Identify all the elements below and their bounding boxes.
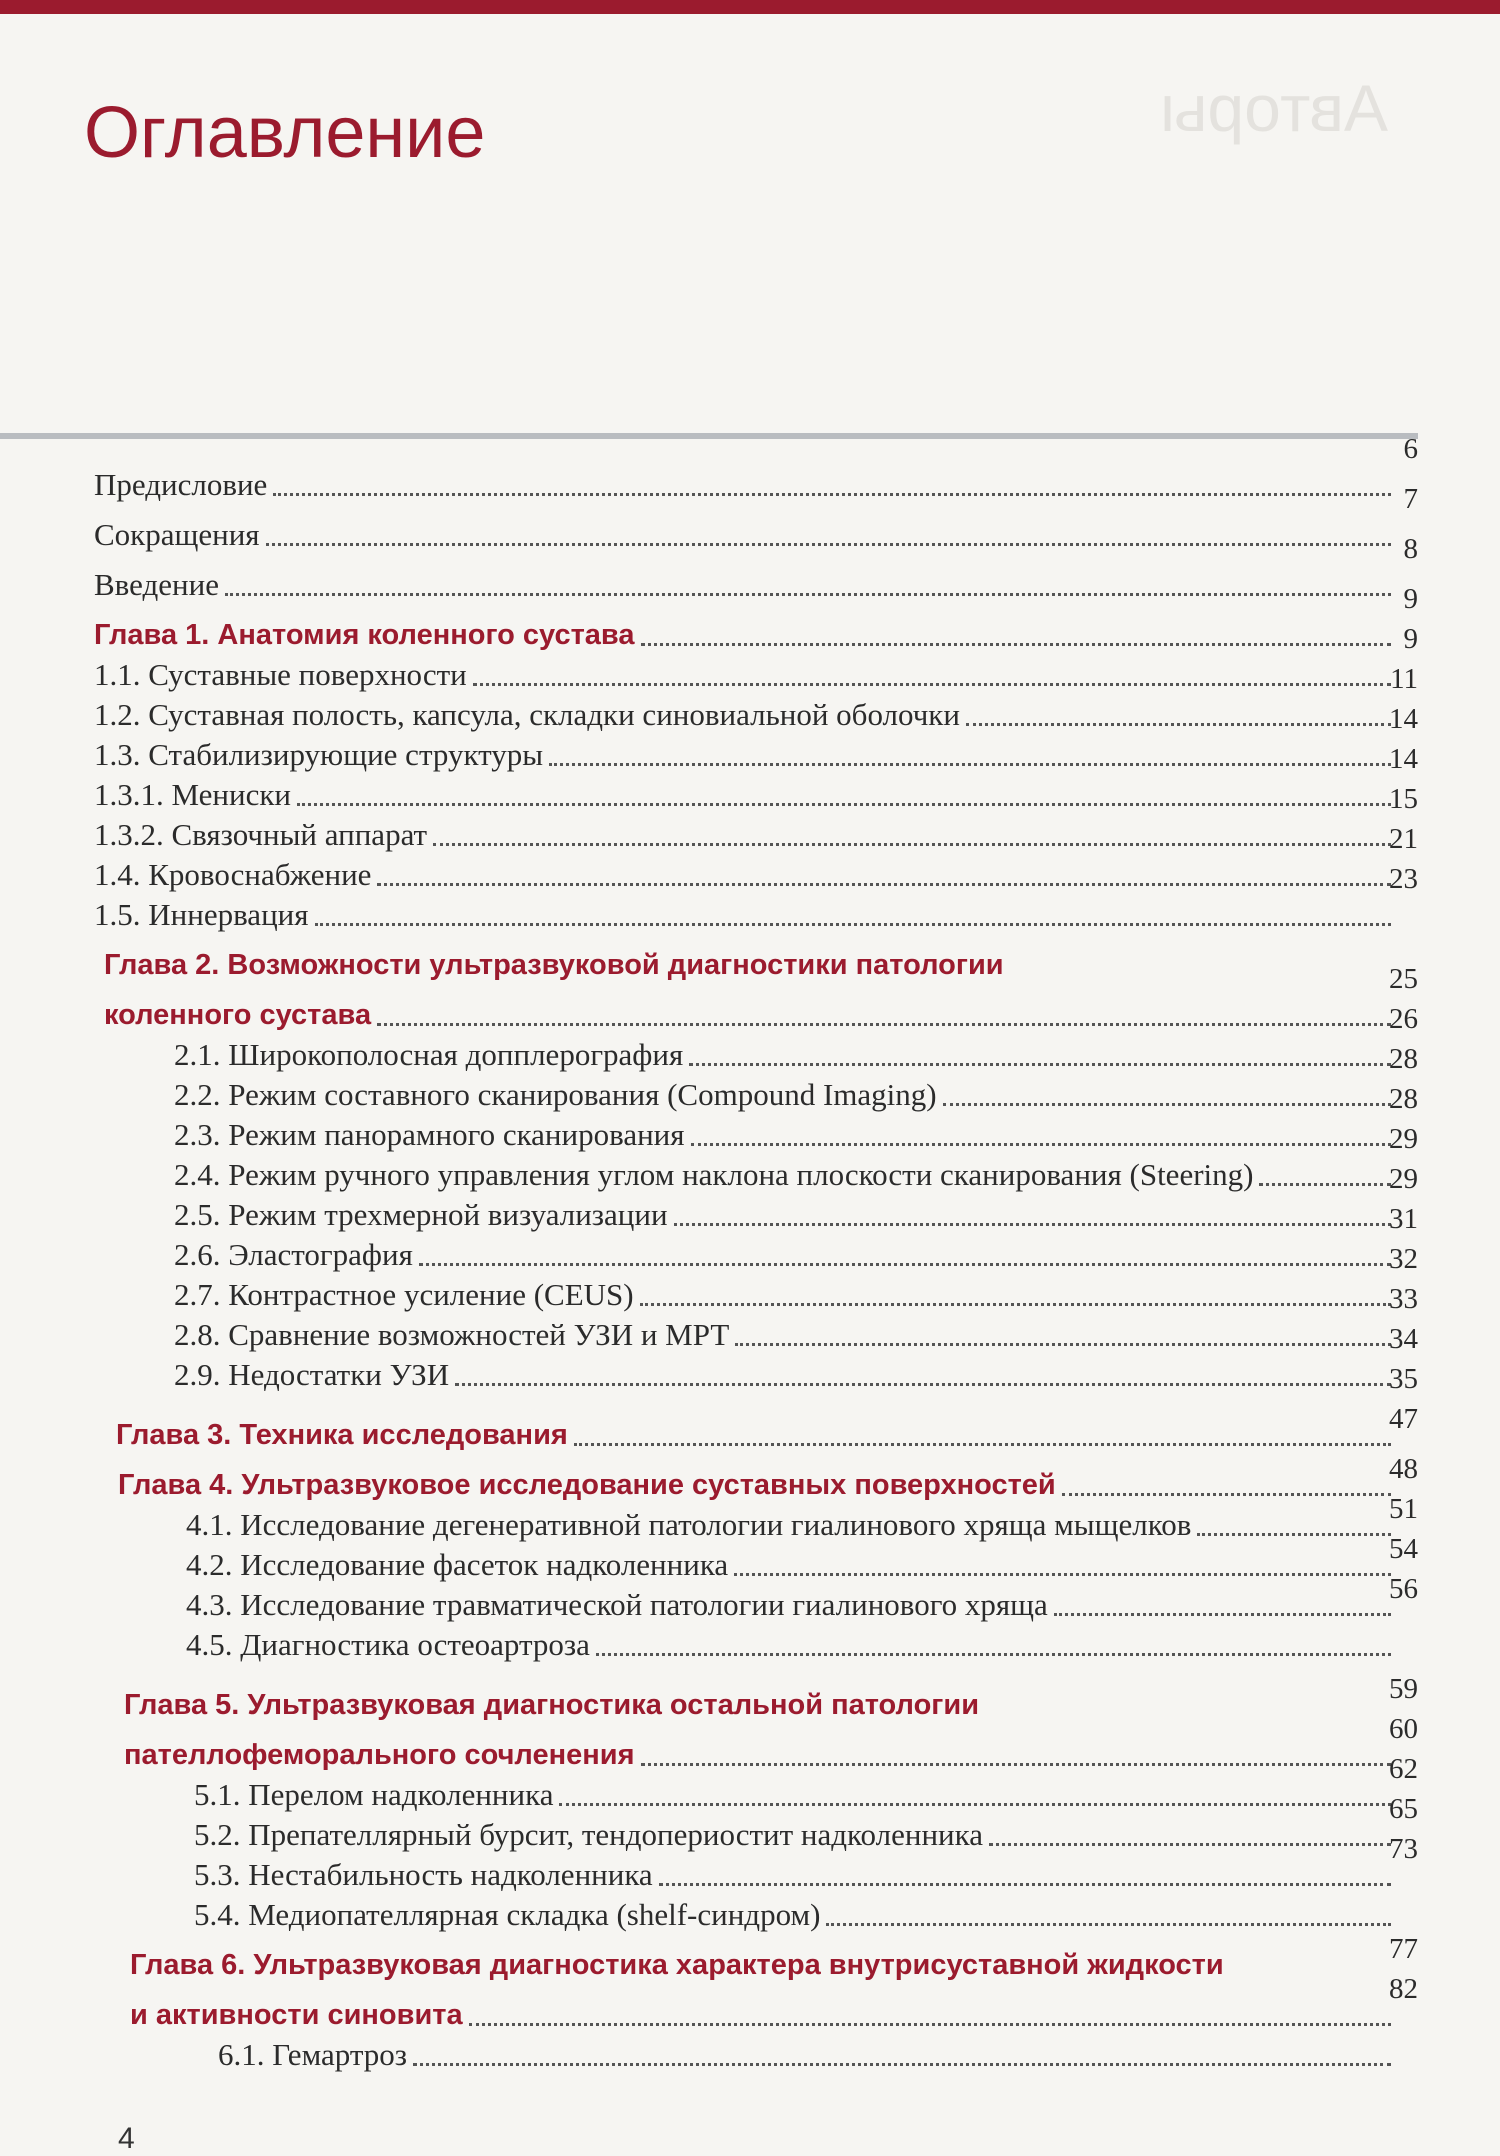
- toc-entry-title: 2.4. Режим ручного управления углом наклона плоскости сканирования (Steering): [174, 1157, 1254, 1192]
- toc-page-number: 21: [1389, 823, 1418, 855]
- toc-entry[interactable]: [94, 516, 1395, 554]
- page-number: 4: [118, 2122, 135, 2155]
- toc-entry[interactable]: [94, 656, 1395, 694]
- toc-entry-title: 2.1. Широкополосная допплерография: [174, 1037, 684, 1072]
- toc-entry-title: 2.9. Недостатки УЗИ: [174, 1357, 450, 1392]
- toc-entry-title: Введение: [94, 567, 219, 602]
- toc-entry[interactable]: [174, 1196, 1395, 1234]
- toc-entry[interactable]: [174, 1036, 1395, 1074]
- toc-entry[interactable]: [174, 1276, 1395, 1314]
- toc-entry[interactable]: [194, 1896, 1395, 1934]
- toc-entry-title: 1.5. Иннервация: [94, 897, 309, 932]
- toc-entry[interactable]: [94, 736, 1395, 774]
- toc-leader-dots: [455, 1383, 1391, 1386]
- toc-entry[interactable]: [174, 1156, 1395, 1194]
- toc-leader-dots: [596, 1653, 1391, 1656]
- toc-page-number: 56: [1389, 1573, 1418, 1605]
- toc-leader-dots: [641, 1763, 1391, 1766]
- toc-chapter-entry[interactable]: [104, 996, 1395, 1034]
- toc-chapter-title: Глава 5. Ультразвуковая диагностика остальной патологии: [124, 1689, 980, 1721]
- toc-leader-dots: [273, 493, 1391, 496]
- toc-page-number: 6: [1403, 433, 1418, 465]
- toc-entry[interactable]: [194, 1816, 1395, 1854]
- toc-page-number: 33: [1389, 1283, 1418, 1315]
- toc-leader-dots: [966, 723, 1391, 726]
- toc-entry-title: 5.1. Перелом надколенника: [194, 1777, 554, 1812]
- toc-entry[interactable]: [186, 1506, 1395, 1544]
- toc-leader-dots: [413, 2063, 1391, 2066]
- toc-entry-title: 2.5. Режим трехмерной визуализации: [174, 1197, 668, 1232]
- toc-page-number: 28: [1389, 1043, 1418, 1075]
- toc-page-number: 48: [1389, 1453, 1418, 1485]
- toc-page-number: 54: [1389, 1533, 1418, 1565]
- toc-entry[interactable]: [94, 566, 1395, 604]
- toc-chapter-entry[interactable]: [104, 946, 1395, 984]
- toc-entry[interactable]: [194, 1776, 1395, 1814]
- toc-page-number: 31: [1389, 1203, 1418, 1235]
- toc-entry-title: 1.4. Кровоснабжение: [94, 857, 372, 892]
- toc-page-number: 77: [1389, 1933, 1418, 1965]
- toc-entry-title: 4.2. Исследование фасеток надколенника: [186, 1547, 729, 1582]
- toc-entry-title: 5.3. Нестабильность надколенника: [194, 1857, 653, 1892]
- toc-entry[interactable]: [94, 896, 1395, 934]
- toc-entry-title: 1.1. Суставные поверхности: [94, 657, 467, 692]
- page-title: Оглавление: [84, 93, 486, 173]
- toc-leader-dots: [989, 1843, 1391, 1846]
- toc-leader-dots: [473, 683, 1391, 686]
- toc-leader-dots: [735, 1343, 1391, 1346]
- toc-page-number: 73: [1389, 1833, 1418, 1865]
- toc-leader-dots: [315, 923, 1391, 926]
- toc-leader-dots: [297, 803, 1391, 806]
- toc-page-number: 14: [1389, 703, 1418, 735]
- toc-entry[interactable]: [174, 1116, 1395, 1154]
- toc-entry[interactable]: [186, 1586, 1395, 1624]
- toc-entry[interactable]: [174, 1316, 1395, 1354]
- toc-page-number: 26: [1389, 1003, 1418, 1035]
- toc-page-number: 34: [1389, 1323, 1418, 1355]
- toc-page-number: 51: [1389, 1493, 1418, 1525]
- toc-entry-title: 2.6. Эластография: [174, 1237, 413, 1272]
- toc-chapter-title: пателлофеморального сочленения: [124, 1739, 635, 1771]
- toc-entry-title: 5.4. Медиопателлярная складка (shelf-синдром): [194, 1897, 821, 1932]
- toc-page-number: 59: [1389, 1673, 1418, 1705]
- toc-page-number: 15: [1389, 783, 1418, 815]
- toc-leader-dots: [689, 1063, 1391, 1066]
- toc-page-number: 29: [1389, 1123, 1418, 1155]
- toc-leader-dots: [1054, 1613, 1391, 1616]
- bleed-through-text: Авторы: [1160, 71, 1388, 145]
- toc-entry-title: 4.1. Исследование дегенеративной патологии гиалинового хряща мыщелков: [186, 1507, 1192, 1542]
- toc-chapter-title: коленного сустава: [104, 999, 372, 1031]
- toc-page-number: 29: [1389, 1163, 1418, 1195]
- toc-entry[interactable]: [94, 776, 1395, 814]
- toc-leader-dots: [640, 1303, 1391, 1306]
- toc-entry-title: 6.1. Гемартроз: [218, 2037, 407, 2072]
- toc-page-number: 60: [1389, 1713, 1418, 1745]
- toc-entry-title: 1.3.1. Мениски: [94, 777, 292, 812]
- toc-page-number: 11: [1390, 663, 1418, 695]
- toc-leader-dots: [691, 1143, 1391, 1146]
- toc-entry-title: Предисловие: [94, 467, 268, 502]
- toc-chapter-entry[interactable]: [124, 1736, 1395, 1774]
- toc-entry[interactable]: [94, 466, 1395, 504]
- toc-leader-dots: [377, 883, 1391, 886]
- toc-chapter-title: Глава 1. Анатомия коленного сустава: [94, 619, 635, 651]
- toc-page-number: 28: [1389, 1083, 1418, 1115]
- toc-leader-dots: [559, 1803, 1391, 1806]
- toc-leader-dots: [266, 543, 1391, 546]
- toc-leader-dots: [674, 1223, 1391, 1226]
- toc-leader-dots: [377, 1023, 1391, 1026]
- toc-leader-dots: [641, 643, 1392, 646]
- toc-entry-title: 1.2. Суставная полость, капсула, складки синовиальной оболочки: [94, 697, 960, 732]
- toc-page-number: 25: [1389, 963, 1418, 995]
- toc-leader-dots: [225, 593, 1391, 596]
- toc-page-number: 8: [1403, 533, 1418, 565]
- toc-entry-title: 4.3. Исследование травматической патологии гиалинового хряща: [186, 1587, 1048, 1622]
- toc-entry[interactable]: [94, 696, 1395, 734]
- toc-leader-dots: [659, 1883, 1391, 1886]
- toc-page-number: 35: [1389, 1363, 1418, 1395]
- toc-entry-title: 5.2. Препателлярный бурсит, тендопериостит надколенника: [194, 1817, 983, 1852]
- toc-entry[interactable]: [194, 1856, 1395, 1894]
- toc-entry-title: 1.3.2. Связочный аппарат: [94, 817, 428, 852]
- toc-leader-dots: [433, 843, 1391, 846]
- toc-leader-dots: [574, 1443, 1391, 1446]
- toc-entry[interactable]: [174, 1356, 1395, 1394]
- toc-leader-dots: [419, 1263, 1391, 1266]
- toc-page-number: 82: [1389, 1973, 1418, 2005]
- toc-chapter-entry[interactable]: [130, 1996, 1395, 2034]
- toc-entry[interactable]: [174, 1236, 1395, 1274]
- toc-page-number: 62: [1389, 1753, 1418, 1785]
- toc-leader-dots: [549, 763, 1391, 766]
- toc-entry[interactable]: [186, 1546, 1395, 1584]
- toc-entry-title: 4.5. Диагностика остеоартроза: [186, 1627, 590, 1662]
- toc-entry[interactable]: [94, 856, 1395, 894]
- toc-leader-dots: [469, 2023, 1391, 2026]
- toc-chapter-entry[interactable]: [94, 616, 1395, 654]
- toc-entry[interactable]: [218, 2036, 1395, 2074]
- toc-chapter-title: Глава 4. Ультразвуковое исследование суставных поверхностей: [118, 1469, 1056, 1501]
- toc-entry-title: 2.2. Режим составного сканирования (Compound Imaging): [174, 1077, 937, 1112]
- toc-page-number: 47: [1389, 1403, 1418, 1435]
- toc-page-number: 9: [1403, 623, 1418, 655]
- toc-page-number: 7: [1403, 483, 1418, 515]
- toc-entry[interactable]: [186, 1626, 1395, 1664]
- toc-entry-title: 2.3. Режим панорамного сканирования: [174, 1117, 685, 1152]
- toc-entry-title: 2.8. Сравнение возможностей УЗИ и МРТ: [174, 1317, 730, 1352]
- toc-page-number: 32: [1389, 1243, 1418, 1275]
- toc-leader-dots: [826, 1923, 1391, 1926]
- toc-entry-title: Сокращения: [94, 517, 260, 552]
- toc-chapter-entry[interactable]: [116, 1416, 1395, 1454]
- toc-leader-dots: [734, 1573, 1391, 1576]
- toc-leader-dots: [943, 1103, 1391, 1106]
- toc-entry[interactable]: [174, 1076, 1395, 1114]
- toc-page-number: 9: [1403, 583, 1418, 615]
- toc-entry-title: 1.3. Стабилизирующие структуры: [94, 737, 544, 772]
- toc-chapter-entry[interactable]: [130, 1946, 1395, 1984]
- toc-entry[interactable]: [94, 816, 1395, 854]
- toc-chapter-title: Глава 6. Ультразвуковая диагностика характера внутрисуставной жидкости: [130, 1949, 1224, 1981]
- toc-page-number: 23: [1389, 863, 1418, 895]
- toc-chapter-entry[interactable]: [124, 1686, 1395, 1724]
- toc-entry-title: 2.7. Контрастное усиление (CEUS): [174, 1277, 634, 1312]
- toc-page-number: 65: [1389, 1793, 1418, 1825]
- toc-chapter-entry[interactable]: [118, 1466, 1395, 1504]
- toc-chapter-title: Глава 2. Возможности ультразвуковой диагностики патологии: [104, 949, 1004, 981]
- toc-page-number: 14: [1389, 743, 1418, 775]
- toc-chapter-title: и активности синовита: [130, 1999, 463, 2031]
- toc-chapter-title: Глава 3. Техника исследования: [116, 1419, 568, 1451]
